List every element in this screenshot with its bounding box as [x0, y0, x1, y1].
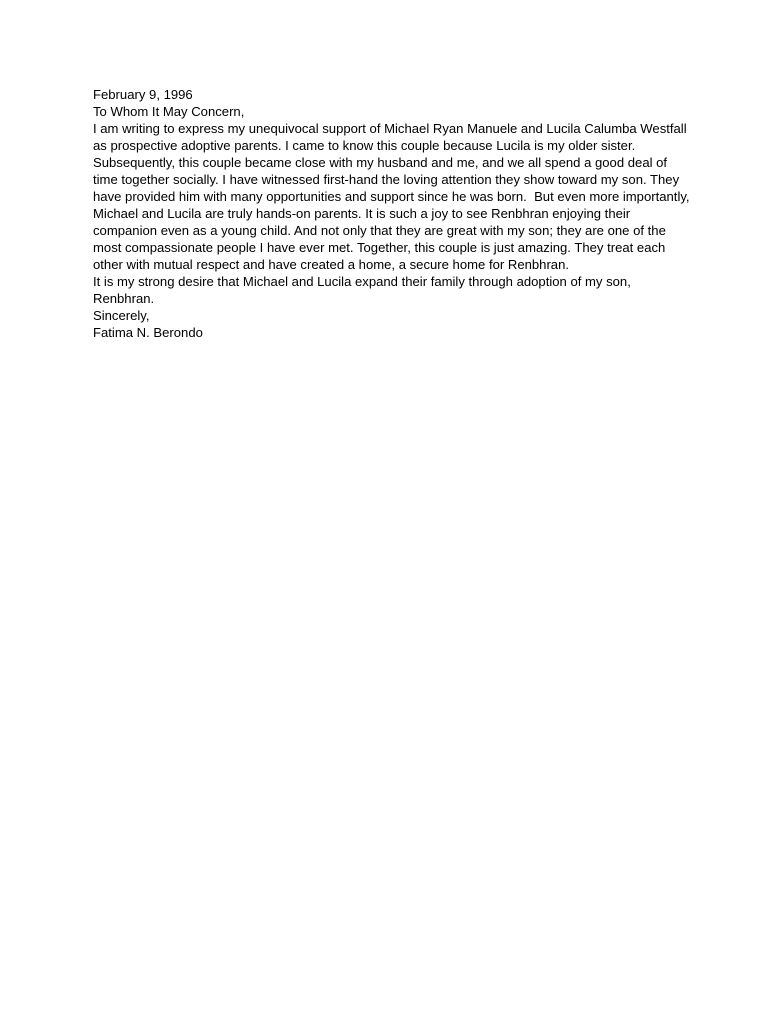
- letter-paragraph-1: I am writing to express my unequivocal support of Michael Ryan Manuele and Lucila Calumba Westfall as prospective adoptive parents. I came to know this couple because Lucila is my older sister.: [93, 121, 691, 153]
- letter-date: February 9, 1996: [93, 87, 193, 102]
- letter-closing: Sincerely,: [93, 308, 150, 323]
- letter-signature: Fatima N. Berondo: [93, 325, 203, 340]
- letter-salutation: To Whom It May Concern,: [93, 104, 245, 119]
- letter-paragraph-2: Subsequently, this couple became close with my husband and me, and we all spend a good deal of time together socially. I have witnessed first-hand the loving attention they show toward my son. They have provided him with many opportunities and support since he was born. But even more importantly, Michael and Lucila are truly hands-on parents. It is such a joy to see Renbhran enjoying their companion even as a young child. And not only that they are great with my son; they are one of the most compassionate people I have ever met. Together, this couple is just amazing. They treat each other with mutual respect and have created a home, a secure home for Renbhran.: [93, 155, 694, 272]
- letter-paragraph-3: It is my strong desire that Michael and Lucila expand their family through adoption of my son, Renbhran.: [93, 274, 635, 306]
- letter-page: [93, 86, 693, 341]
